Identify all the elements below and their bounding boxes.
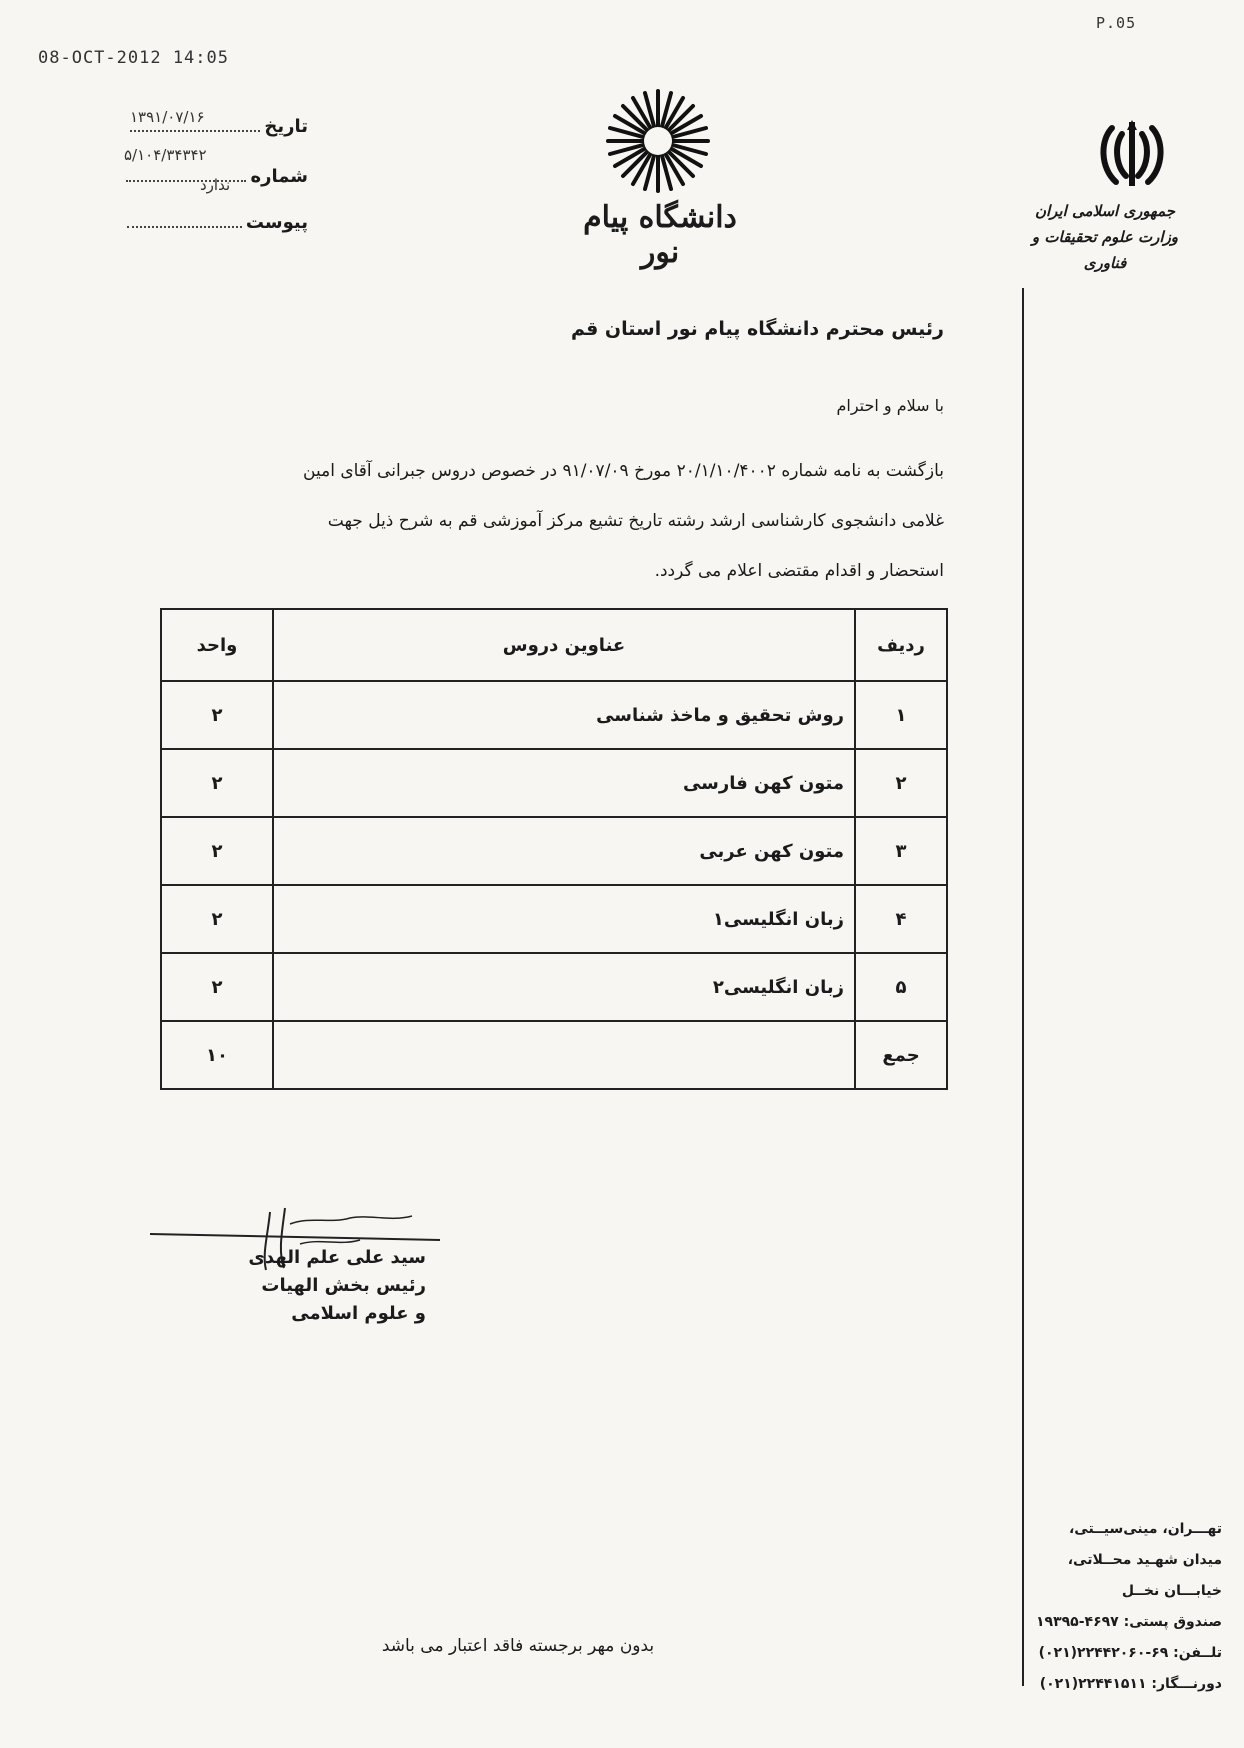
table-header-row [161, 609, 947, 681]
table-row [161, 885, 947, 953]
ministry-line-1: جمهوری اسلامی ایران [1034, 202, 1176, 220]
attachment-dots [127, 212, 242, 228]
date-value: ۱۳۹۱/۰۷/۱۶ [130, 108, 205, 126]
header-row-number: ردیف [855, 609, 947, 681]
total-units: ۱۰ [161, 1021, 273, 1089]
university-logo [598, 86, 718, 196]
date-label: تاریخ [264, 116, 308, 137]
footer-note: بدون مهر برجسته فاقد اعتبار می باشد [381, 1636, 655, 1656]
address-line-3: خیابـــان نخــل [1121, 1583, 1222, 1599]
signature-block [180, 1244, 426, 1328]
course-title: متون کهن عربی [273, 817, 855, 885]
course-units: ۲ [161, 953, 273, 1021]
fax-page-number: P.05 [1096, 14, 1137, 32]
iran-emblem-icon [1094, 118, 1170, 190]
attachment-label: پیوست [245, 212, 308, 233]
header-units: واحد [161, 609, 273, 681]
course-title: روش تحقیق و ماخذ شناسی [273, 681, 855, 749]
greeting: با سلام و احترام [836, 396, 944, 415]
body-line-2: غلامی دانشجوی کارشناسی ارشد رشته تاریخ تشیع مرکز آموزشی قم به شرح ذیل جهت [327, 511, 944, 531]
course-units: ۲ [161, 681, 273, 749]
course-title: متون کهن فارسی [273, 749, 855, 817]
signatory-title-2: و علوم اسلامی [291, 1303, 426, 1324]
address-block [1012, 1514, 1222, 1700]
fax-datetime: 08-OCT-2012 14:05 [38, 48, 229, 68]
attachment-row [108, 212, 308, 233]
sunburst-logo-icon [598, 86, 718, 196]
table-row [161, 817, 947, 885]
attachment-value: ندارد [200, 176, 231, 194]
address-line-1: تهـــران، مینی‌سیــتی، [1068, 1521, 1222, 1537]
row-number: ۳ [855, 817, 947, 885]
header-course-title: عناوین دروس [273, 609, 855, 681]
course-units: ۲ [161, 749, 273, 817]
row-number: ۴ [855, 885, 947, 953]
number-label: شماره [250, 166, 308, 187]
signatory-title-1: رئیس بخش الهیات [261, 1275, 426, 1296]
row-number: ۲ [855, 749, 947, 817]
table-row [161, 953, 947, 1021]
body-line-3: استحضار و اقدام مقتضی اعلام می گردد. [654, 561, 944, 581]
iran-emblem [1094, 118, 1170, 190]
signatory-name: سید علی علم الهدی [248, 1247, 426, 1268]
table-total-row [161, 1021, 947, 1089]
total-label: جمع [855, 1021, 947, 1089]
course-units: ۲ [161, 817, 273, 885]
number-value: ۵/۱۰۴/۳۴۳۴۲ [124, 146, 207, 164]
row-number: ۵ [855, 953, 947, 1021]
table-row [161, 681, 947, 749]
course-title: زبان انگلیسی۱ [273, 885, 855, 953]
letter-body [180, 452, 944, 590]
address-line-4: صندوق پستی: ۴۶۹۷-۱۹۳۹۵ [1035, 1614, 1222, 1630]
courses-table [160, 608, 948, 1090]
row-number: ۱ [855, 681, 947, 749]
ministry-line-2: وزارت علوم تحقیقات و فناوری [1031, 228, 1179, 272]
vertical-divider [1022, 288, 1024, 1686]
course-title: زبان انگلیسی۲ [273, 953, 855, 1021]
table-row [161, 749, 947, 817]
address-line-5: تلــفن: ۶۹-۲۲۴۴۲۰۶۰(۰۲۱) [1038, 1645, 1222, 1661]
university-name: دانشگاه پیام نور [583, 200, 737, 270]
body-line-1: بازگشت به نامه شماره ۲۰/۱/۱۰/۴۰۰۲ مورخ ۹۱/۰۷/۰۹ در خصوص دروس جبرانی آقای امین [303, 461, 944, 481]
total-title [273, 1021, 855, 1089]
address-line-6: دورنـــگار: ۲۲۴۴۱۵۱۱(۰۲۱) [1039, 1676, 1222, 1692]
ministry-caption [1030, 198, 1180, 276]
course-units: ۲ [161, 885, 273, 953]
address-line-2: میدان شهـید محــلاتی، [1067, 1552, 1222, 1568]
addressee: رئیس محترم دانشگاه پیام نور استان قم [570, 318, 944, 340]
